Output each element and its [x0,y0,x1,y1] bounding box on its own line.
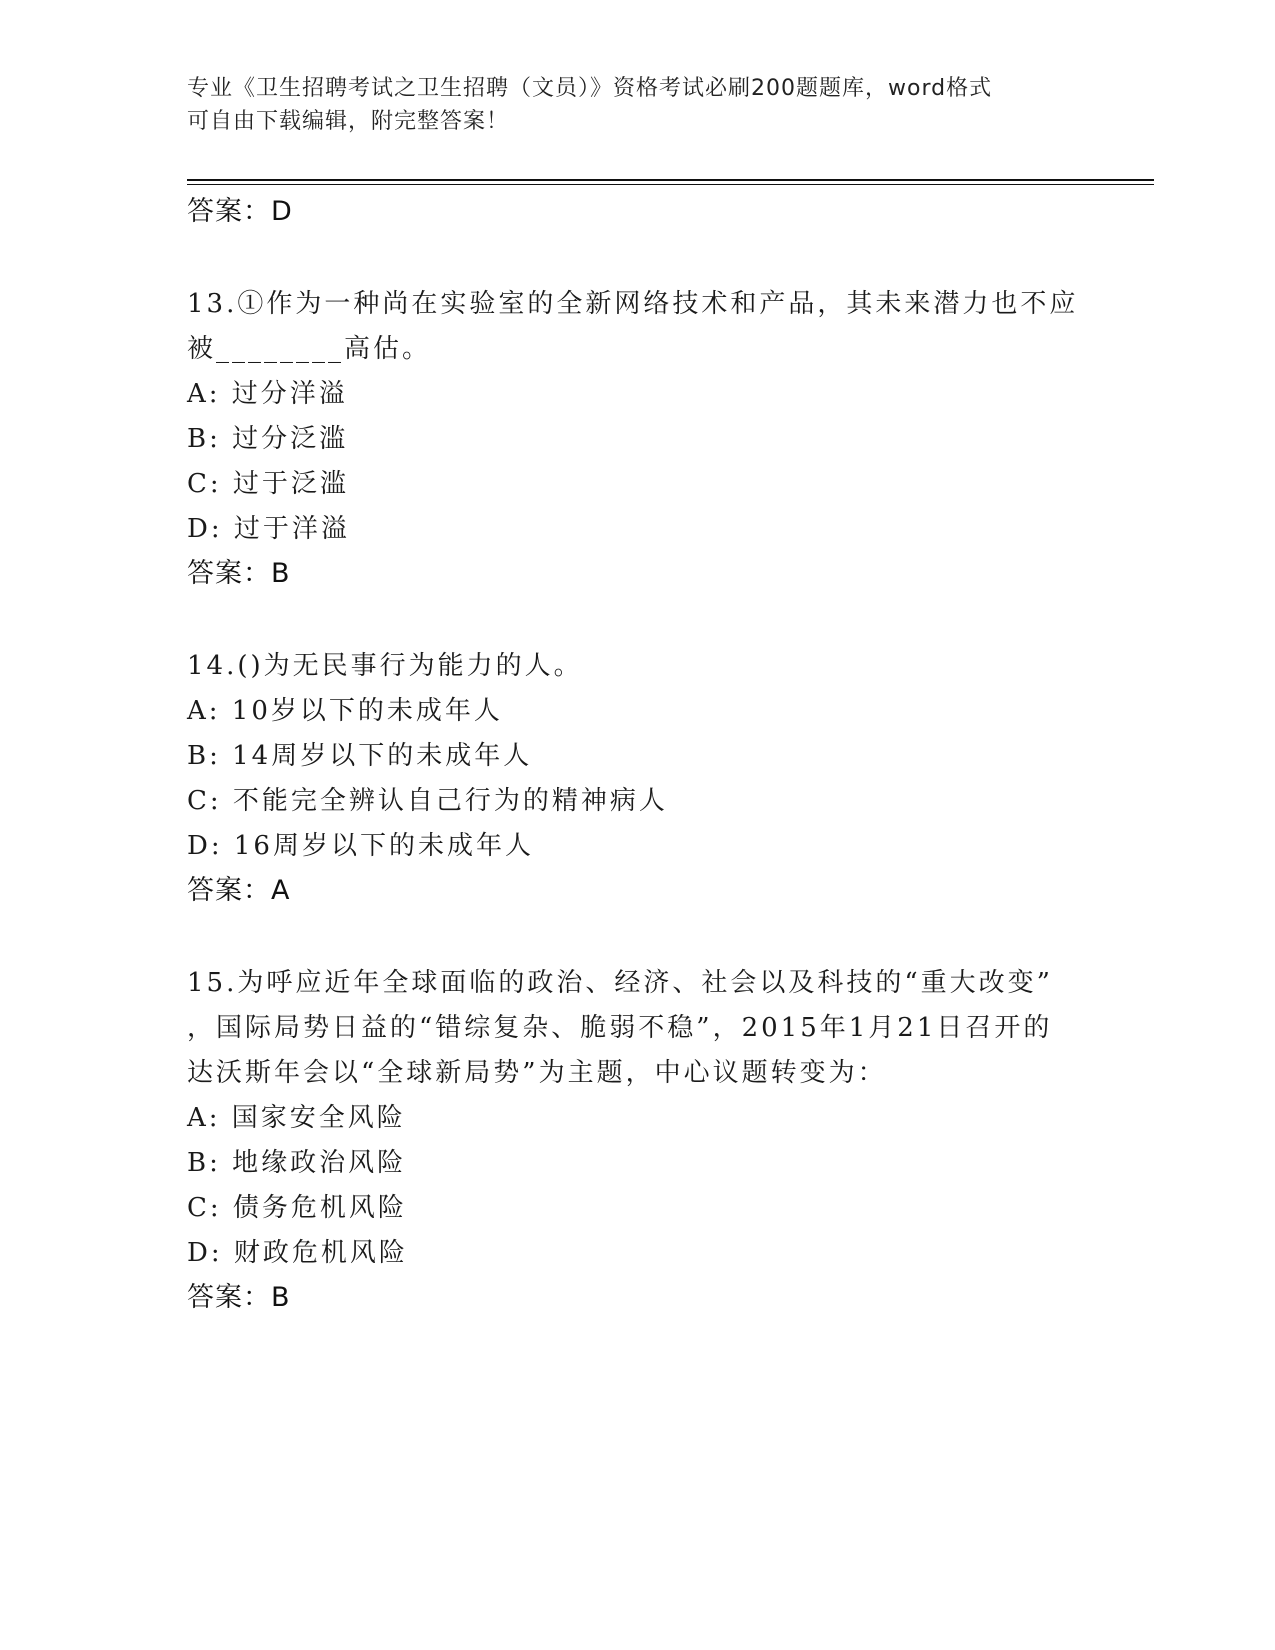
answer: 答案：B [187,558,291,589]
spacer [187,596,1087,644]
option-a: A: 过分洋溢 [187,379,348,409]
question-list [187,190,1087,1320]
option-d: D: 16周岁以下的未成年人 [187,831,534,861]
option-c: C: 债务危机风险 [187,1193,407,1223]
question-stem [187,644,1087,689]
spacer [187,913,1087,961]
option-c: C: 过于泛滥 [187,469,349,499]
option-d: D: 财政危机风险 [187,1238,408,1268]
question-13 [187,282,1087,596]
stem-line: 13.①作为一种尚在实验室的全新网络技术和产品，其未来潜力也不应 [187,289,1079,319]
spacer [187,234,1087,282]
option-b: B: 14周岁以下的未成年人 [187,741,533,771]
stem-line: 15.为呼应近年全球面临的政治、经济、社会以及科技的“重大改变” [187,968,1053,998]
document-header [187,72,1087,138]
stem-line: 被________高估。 [187,334,432,364]
answer: 答案：B [187,1282,291,1313]
option-c: C: 不能完全辨认自己行为的精神病人 [187,786,668,816]
header-line-2: 可自由下载编辑，附完整答案！ [187,109,510,134]
question-14 [187,644,1087,913]
question-15 [187,961,1087,1320]
stem-line: 14.()为无民事行为能力的人。 [187,651,583,681]
option-d: D: 过于洋溢 [187,514,350,544]
question-stem [187,961,1087,1096]
previous-answer: 答案：D [187,196,293,227]
option-a: A: 国家安全风险 [187,1103,406,1133]
option-b: B: 地缘政治风险 [187,1148,407,1178]
question-stem [187,282,1087,372]
option-b: B: 过分泛滥 [187,424,349,454]
header-divider-thin [187,184,1154,185]
answer: 答案：A [187,875,291,906]
header-divider-thick [187,179,1154,181]
header-line-1: 专业《卫生招聘考试之卫生招聘（文员）》资格考试必刷200题题库，word格式 [187,76,993,101]
stem-line: ，国际局势日益的“错综复杂、脆弱不稳”，2015年1月21日召开的 [187,1013,1053,1043]
stem-line: 达沃斯年会以“全球新局势”为主题，中心议题转变为： [187,1058,887,1088]
option-a: A: 10岁以下的未成年人 [187,696,503,726]
